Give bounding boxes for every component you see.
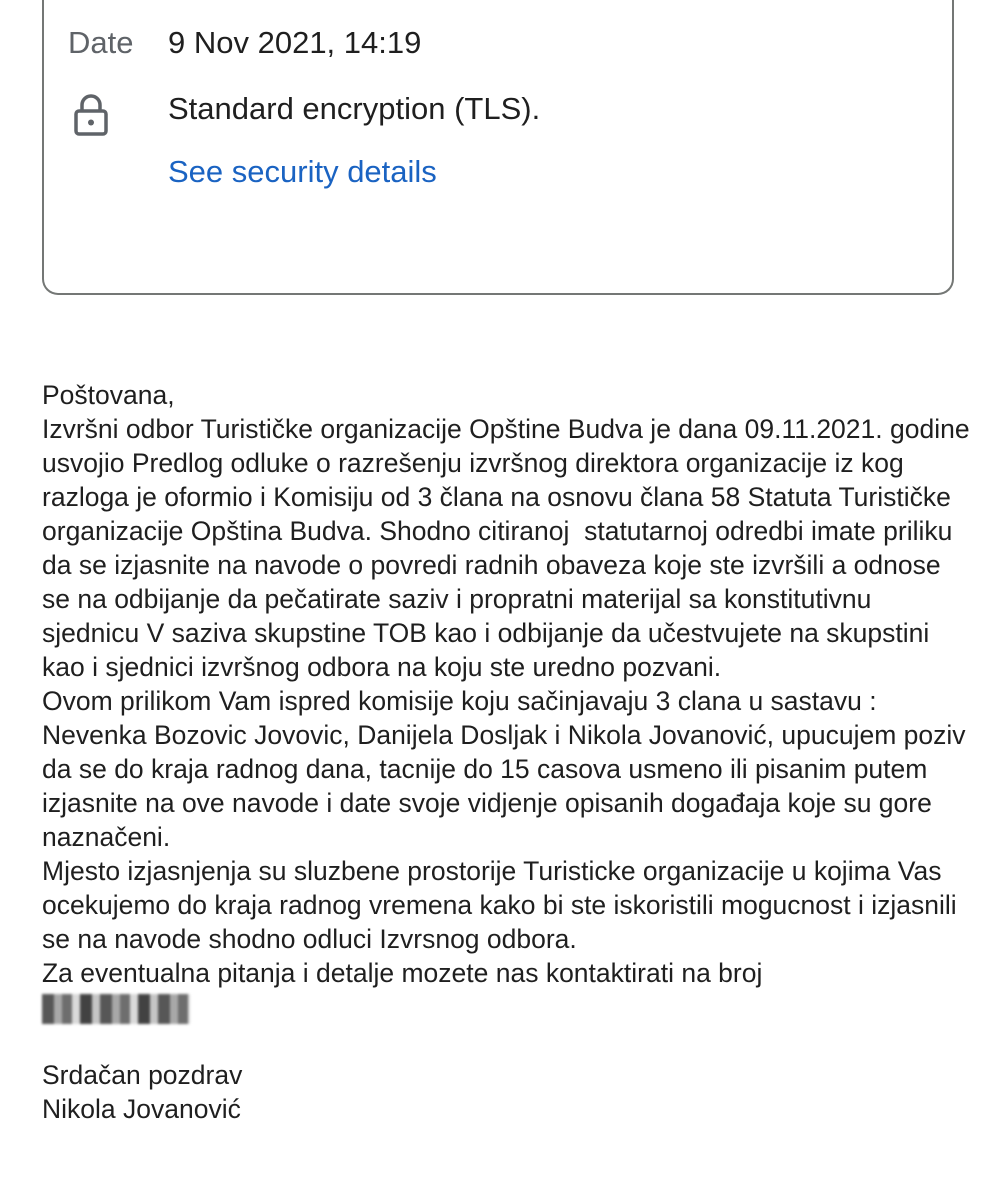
email-paragraph: Mjesto izjasnjenja su sluzbene prostorije Turisticke organizacije u kojima Vas ocekujemo do kraja radnog vremena kako bi ste iskoristili mogucnost i izjasnili se na navode shodno odluci Izvrsnog odbora. <box>42 856 965 954</box>
email-paragraph: Izvršni odbor Turističke organizacije Opštine Budva je dana 09.11.2021. godine usvojio Predlog odluke o razrešenju izvršnog direktora organizacije iz kog razloga je oformio i Komisiju od 3 člana na osnovu člana 58 Statuta Turističke organizacije Opština Budva. Shodno citiranoj statutarnoj odredbi imate priliku da se izjasnite na navode o povredi radnih obaveza koje ste izvršili a odnose se na odbijanje da pečatirate saziv i propratni materijal sa konstitutivnu sjednicu V saziva skupstine TOB kao i odbijanje da učestvujete na skupstini kao i sjednici izvršnog odbora na koju ste uredno pozvani. <box>42 414 977 682</box>
encryption-status: Standard encryption (TLS). <box>168 91 541 126</box>
redacted-phone-number <box>42 994 190 1024</box>
lock-icon <box>72 94 110 136</box>
email-signature: Nikola Jovanović <box>42 1094 241 1124</box>
date-label: Date <box>68 25 134 60</box>
see-security-details-link[interactable]: See security details <box>168 154 437 189</box>
spacer <box>42 1024 972 1058</box>
email-greeting: Poštovana, <box>42 380 175 410</box>
email-paragraph: Ovom prilikom Vam ispred komisije koju sačinjavaju 3 clana u sastavu : Nevenka Bozovic Jovovic, Danijela Dosljak i Nikola Jovanović, upucujem poziv da se do kraja radnog dana, tacnije do 15 casova usmeno ili pisanim putem izjasnite na ove navode i date svoje vidjenje opisanih događaja koje su gore naznačeni. <box>42 686 973 852</box>
date-value: 9 Nov 2021, 14:19 <box>168 25 422 60</box>
email-closing: Srdačan pozdrav <box>42 1060 243 1090</box>
email-body <box>42 378 977 1126</box>
email-paragraph: Za eventualna pitanja i detalje mozete nas kontaktirati na broj <box>42 958 763 988</box>
